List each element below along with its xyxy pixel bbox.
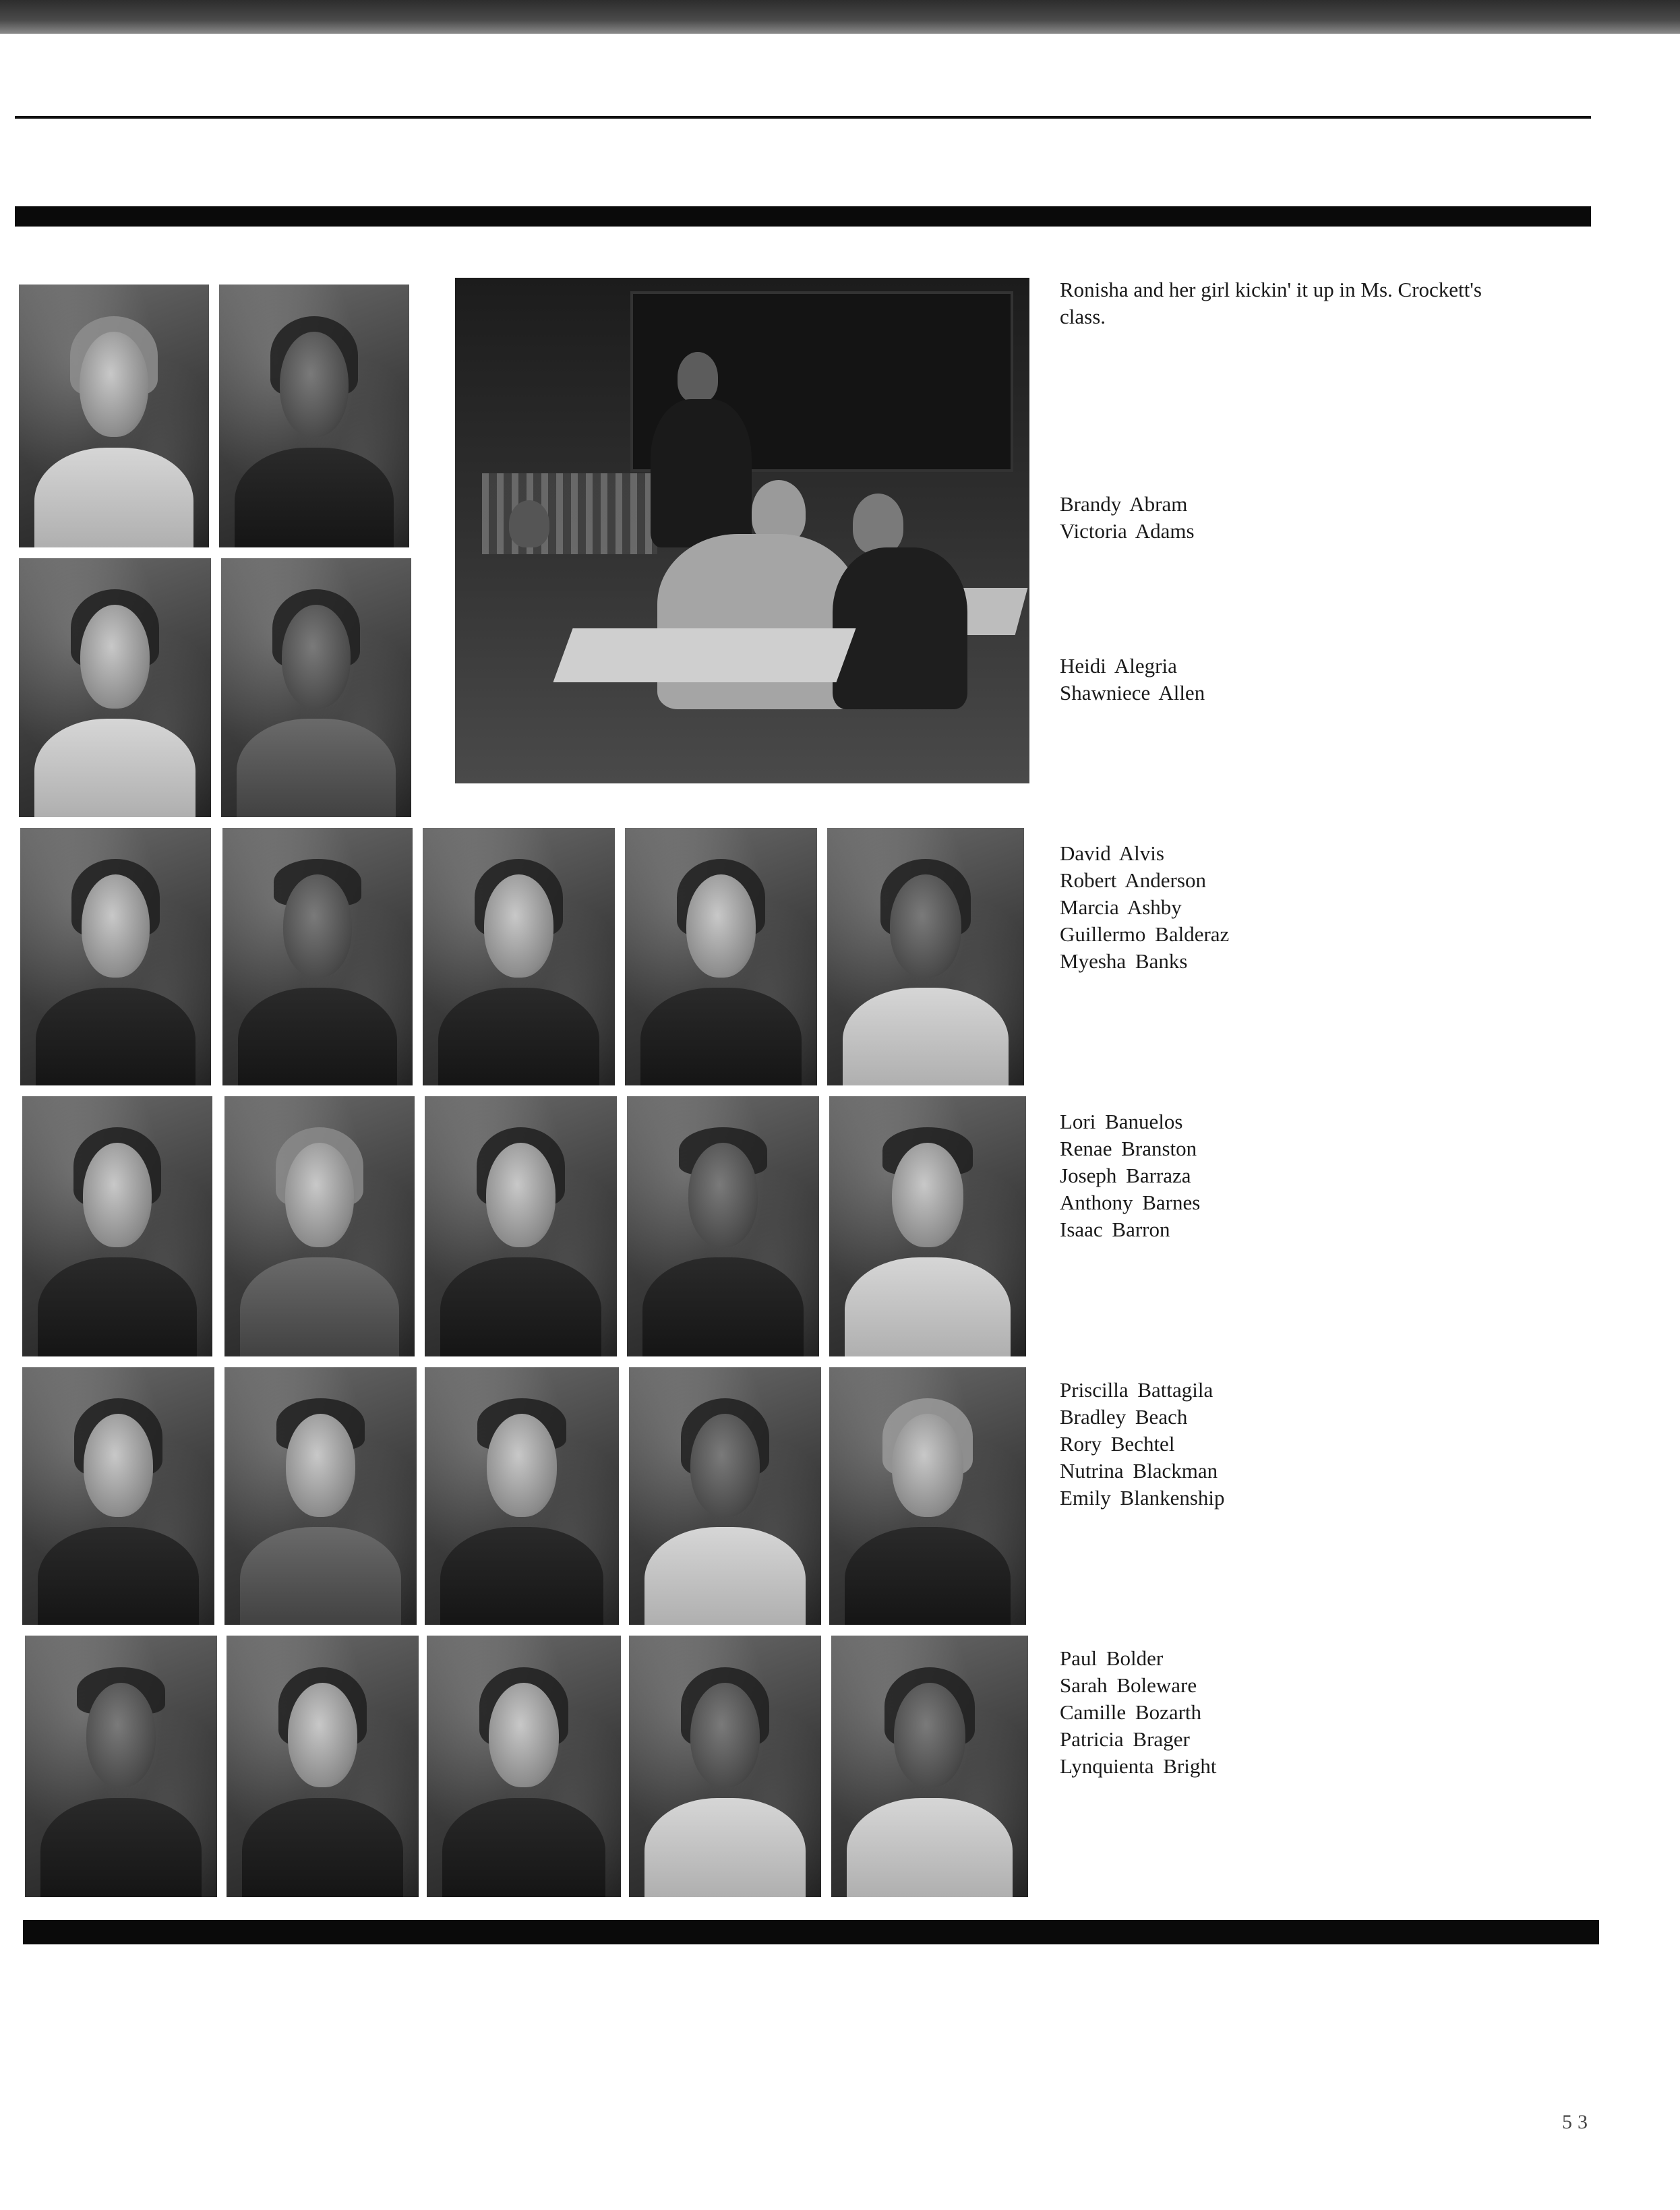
name: Robert Anderson — [1060, 868, 1206, 892]
name-group-2 — [1060, 653, 1205, 707]
portrait-lynquienta-bright — [831, 1636, 1028, 1897]
bottom-bar — [23, 1920, 1599, 1944]
name: David Alvis — [1060, 841, 1164, 865]
name: Paul Bolder — [1060, 1646, 1164, 1670]
name: Guillermo Balderaz — [1060, 922, 1230, 946]
name: Anthony Barnes — [1060, 1191, 1201, 1214]
name: Isaac Barron — [1060, 1218, 1170, 1241]
portrait-guillermo-balderaz — [625, 828, 817, 1085]
portrait-victoria-adams — [219, 285, 409, 547]
portrait-nutrina-blackman — [629, 1367, 821, 1625]
portrait-anthony-barnes — [627, 1096, 819, 1356]
portrait-emily-blankenship — [829, 1367, 1026, 1625]
name: Camille Bozarth — [1060, 1700, 1202, 1724]
name-group-4 — [1060, 1108, 1200, 1243]
name: Emily Blankenship — [1060, 1486, 1225, 1510]
portrait-isaac-barron — [829, 1096, 1026, 1356]
portrait-myesha-banks — [827, 828, 1024, 1085]
photo-caption: Ronisha and her girl kickin' it up in Ms. Crockett's class. — [1060, 278, 1482, 328]
portrait-robert-anderson — [222, 828, 413, 1085]
name: Shawniece Allen — [1060, 681, 1205, 705]
scan-edge — [0, 0, 1680, 34]
portrait-rory-bechtel — [425, 1367, 619, 1625]
name: Myesha Banks — [1060, 949, 1188, 973]
portrait-camille-bozarth — [427, 1636, 621, 1897]
name: Patricia Brager — [1060, 1727, 1190, 1751]
header-rule — [15, 116, 1591, 119]
name-group-6 — [1060, 1645, 1216, 1780]
top-bar — [15, 206, 1591, 227]
name: Marcia Ashby — [1060, 895, 1182, 919]
name-group-3 — [1060, 840, 1229, 975]
name: Rory Bechtel — [1060, 1432, 1175, 1456]
name: Bradley Beach — [1060, 1405, 1188, 1429]
portrait-patricia-brager — [629, 1636, 821, 1897]
portrait-joseph-barraza — [425, 1096, 617, 1356]
name: Joseph Barraza — [1060, 1164, 1191, 1187]
classroom-photo — [455, 278, 1029, 783]
portrait-shawniece-allen — [221, 558, 411, 817]
name: Priscilla Battagila — [1060, 1378, 1213, 1402]
portrait-lori-banuelos — [22, 1096, 212, 1356]
portrait-bradley-beach — [224, 1367, 417, 1625]
portrait-marcia-ashby — [423, 828, 615, 1085]
portrait-paul-bolder — [25, 1636, 217, 1897]
name: Lynquienta Bright — [1060, 1754, 1217, 1778]
name: Brandy Abram — [1060, 492, 1188, 516]
name: Nutrina Blackman — [1060, 1459, 1218, 1483]
name-group-1 — [1060, 491, 1195, 545]
portrait-priscilla-battagila — [22, 1367, 214, 1625]
name: Heidi Alegria — [1060, 654, 1177, 678]
name: Victoria Adams — [1060, 519, 1195, 543]
portrait-renae-branston — [224, 1096, 415, 1356]
name: Lori Banuelos — [1060, 1110, 1183, 1133]
portrait-heidi-alegria — [19, 558, 211, 817]
name-group-5 — [1060, 1377, 1225, 1512]
name: Sarah Boleware — [1060, 1673, 1197, 1697]
name: Renae Branston — [1060, 1137, 1197, 1160]
page-number: 53 — [1562, 2111, 1593, 2133]
portrait-david-alvis — [20, 828, 211, 1085]
portrait-brandy-abram — [19, 285, 209, 547]
portrait-sarah-boleware — [227, 1636, 419, 1897]
